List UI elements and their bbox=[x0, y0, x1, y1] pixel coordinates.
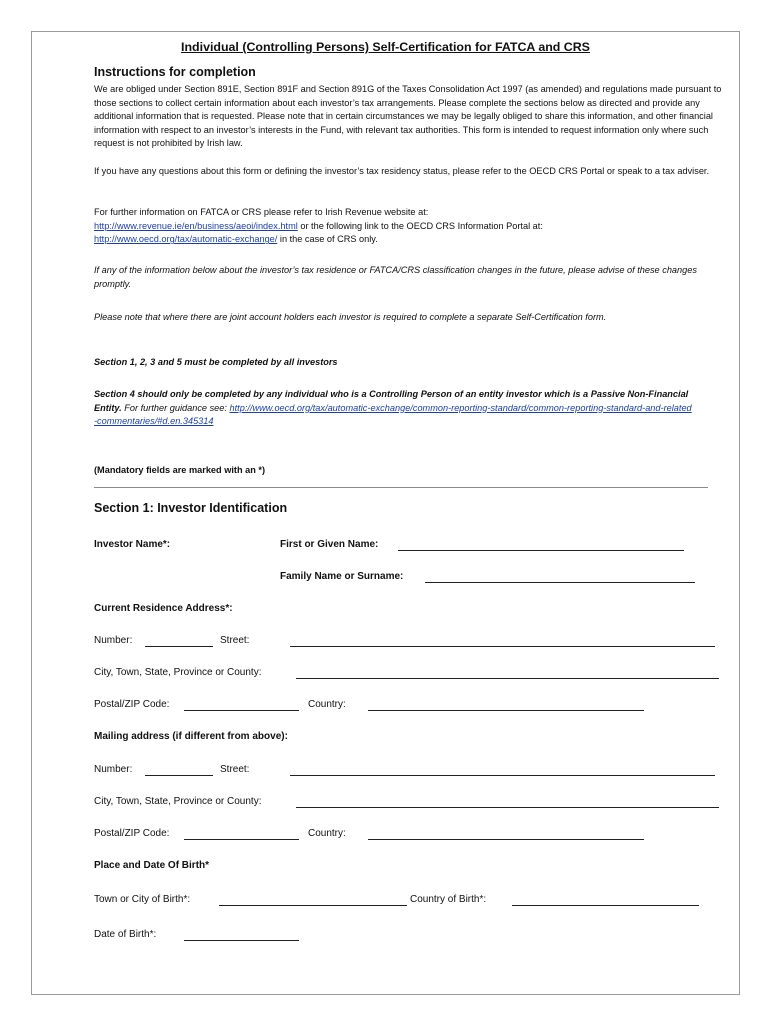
street-label: Street: bbox=[220, 635, 250, 646]
first-name-label: First or Given Name: bbox=[280, 539, 379, 550]
current-address-label: Current Residence Address*: bbox=[94, 603, 233, 614]
country-label: Country: bbox=[308, 699, 346, 710]
country-birth-label: Country of Birth*: bbox=[410, 894, 487, 905]
joint-notice: Please note that where there are joint account holders each investor is required to complete a separate Self-Certification form. bbox=[94, 312, 607, 322]
street-field[interactable] bbox=[290, 646, 715, 647]
questions-paragraph: If you have any questions about this form or defining the investor’s tax residency status, please refer to the OECD CRS Portal or speak to a tax adviser. bbox=[94, 166, 710, 176]
sections-required-note: Section 1, 2, 3 and 5 must be completed by all investors bbox=[94, 357, 338, 367]
city-field[interactable] bbox=[296, 678, 719, 679]
revenue-link[interactable]: http://www.revenue.ie/en/business/aeoi/index.html bbox=[94, 220, 298, 231]
family-name-field[interactable] bbox=[425, 582, 695, 583]
guidance-text: For further guidance see: bbox=[121, 402, 227, 413]
section4-paragraph bbox=[94, 388, 694, 429]
city-label: City, Town, State, Province or County: bbox=[94, 667, 262, 678]
instructions-heading: Instructions for completion bbox=[94, 65, 256, 79]
mailing-postal-label: Postal/ZIP Code: bbox=[94, 828, 170, 839]
mailing-city-field[interactable] bbox=[296, 807, 719, 808]
section1-heading: Section 1: Investor Identification bbox=[94, 501, 288, 515]
mailing-postal-field[interactable] bbox=[184, 839, 299, 840]
number-field[interactable] bbox=[145, 646, 213, 647]
town-birth-label: Town or City of Birth*: bbox=[94, 894, 191, 905]
form-page bbox=[31, 31, 740, 995]
postal-field[interactable] bbox=[184, 710, 299, 711]
country-field[interactable] bbox=[368, 710, 644, 711]
mailing-number-label: Number: bbox=[94, 764, 133, 775]
mandatory-note: (Mandatory fields are marked with an *) bbox=[94, 465, 266, 475]
investor-name-label: Investor Name*: bbox=[94, 539, 171, 550]
oecd-link-suffix: in the case of CRS only. bbox=[277, 234, 378, 245]
town-birth-field[interactable] bbox=[219, 905, 407, 906]
form-title: Individual (Controlling Persons) Self-Certification for FATCA and CRS bbox=[181, 40, 590, 54]
instructions-paragraph: We are obliged under Section 891E, Section 891F and Section 891G of the Taxes Consolidation Act 1997 (as amended) and regulations made pursuant to those sections to collect certain information about each investor’s tax arrangements. Please complete the sections below as directed and provide any additional information that is requested. Please note that in certain circumstances we may be legally obliged to share this information, and other financial information with respect to an investor’s interests in the Fund, with relevant tax authorities. This form is intended to request information only where such request is not prohibited by Irish law. bbox=[94, 84, 722, 149]
mailing-address-label: Mailing address (if different from above): bbox=[94, 731, 288, 742]
family-name-label: Family Name or Surname: bbox=[280, 571, 404, 582]
number-label: Number: bbox=[94, 635, 133, 646]
postal-label: Postal/ZIP Code: bbox=[94, 699, 170, 710]
divider bbox=[94, 487, 708, 488]
oecd-portal-text: or the following link to the OECD CRS Information Portal at: bbox=[297, 220, 543, 231]
guidance-link[interactable]: http://www.oecd.org/tax/automatic-exchange/common-reporting-standard/common-reporting-standard-and-related-commentaries/#d.en.345314 bbox=[94, 402, 692, 427]
further-info-oecd-line bbox=[94, 233, 734, 247]
mailing-city-label: City, Town, State, Province or County: bbox=[94, 796, 262, 807]
mailing-street-field[interactable] bbox=[290, 775, 715, 776]
change-notice: If any of the information below about the investor’s tax residence or FATCA/CRS classification changes in the future, please advise of these changes promptly. bbox=[94, 265, 697, 289]
mailing-number-field[interactable] bbox=[145, 775, 213, 776]
dob-field[interactable] bbox=[184, 940, 299, 941]
mailing-country-label: Country: bbox=[308, 828, 346, 839]
section4-note: Section 4 should only be completed by any individual who is a Controlling Person of an entity investor which is a Passive Non-Financial Entity. bbox=[94, 389, 689, 413]
further-info-links-line bbox=[94, 220, 734, 234]
further-info-paragraph bbox=[94, 206, 734, 247]
mailing-country-field[interactable] bbox=[368, 839, 644, 840]
country-birth-field[interactable] bbox=[512, 905, 699, 906]
first-name-field[interactable] bbox=[398, 550, 684, 551]
dob-label: Date of Birth*: bbox=[94, 929, 157, 940]
oecd-link[interactable]: http://www.oecd.org/tax/automatic-exchange/ bbox=[94, 234, 278, 245]
birth-heading: Place and Date Of Birth* bbox=[94, 860, 210, 871]
further-info-text: For further information on FATCA or CRS please refer to Irish Revenue website at: bbox=[94, 207, 429, 217]
mailing-street-label: Street: bbox=[220, 764, 250, 775]
